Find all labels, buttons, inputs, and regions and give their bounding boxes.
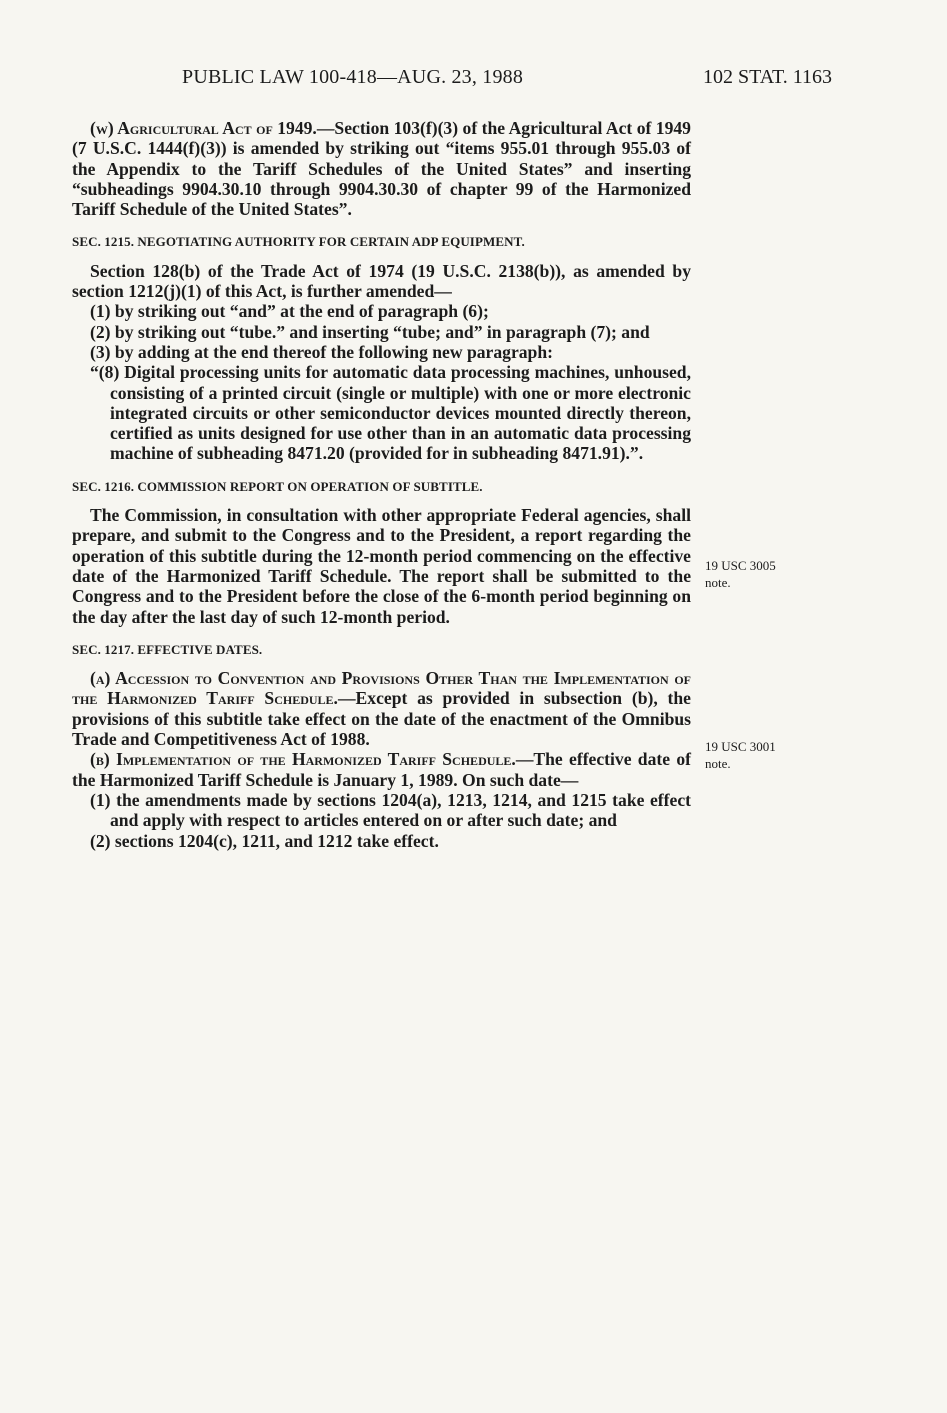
running-title: PUBLIC LAW 100-418—AUG. 23, 1988 — [182, 66, 524, 88]
sec-1217-subsection-b — [72, 749, 691, 790]
margin-note-1217-note: note. — [705, 756, 731, 771]
margin-note-1217-cite: 19 USC 3001 — [705, 739, 776, 754]
sec-1215-heading: SEC. 1215. NEGOTIATING AUTHORITY FOR CERTAIN ADP EQUIPMENT. — [72, 234, 525, 250]
sec-1215-item-3: (3) by adding at the end thereof the following new paragraph: — [90, 341, 553, 362]
sec-1215-item-1: (1) by striking out “and” at the end of paragraph (6); — [90, 301, 489, 322]
sec-1217-subsection-a — [72, 668, 691, 749]
margin-note-1217 — [705, 738, 825, 772]
sec-1216-heading: SEC. 1216. COMMISSION REPORT ON OPERATION OF SUBTITLE. — [72, 478, 483, 494]
sec-1217-a-text: —Except as provided in subsection (b), the provisions of this subtitle take effect on the date of the enactment of the Omnibus Trade and Competitiveness Act of 1988. — [72, 688, 691, 750]
paragraph-w-lead: (w) Agricultural Act of 1949. — [90, 118, 317, 138]
paragraph-w — [72, 118, 691, 219]
margin-note-1216 — [705, 557, 825, 591]
margin-note-1216-note: note. — [705, 575, 731, 590]
margin-note-1216-cite: 19 USC 3005 — [705, 558, 776, 573]
paragraph-w-text: —Section 103(f)(3) of the Agricultural Act of 1949 (7 U.S.C. 1444(f)(3)) is amended by striking out “items 955.01 through 955.03 of the Appendix to the Tariff Schedules of the United States” and inserting “subheadings 9904.30.10 through 9904.30.30 of chapter 99 of the Harmonized Tariff Schedule of the United States”. — [72, 118, 691, 220]
stat-page-number: 102 STAT. 1163 — [703, 66, 832, 88]
page-header — [72, 66, 832, 96]
sec-1217-a-lead: (a) Accession to Convention and Provisions Other Than the Implementation of the Harmonized Tariff Schedule. — [72, 668, 691, 709]
sec-1217-heading: SEC. 1217. EFFECTIVE DATES. — [72, 641, 263, 657]
sec-1215-quoted-paragraph: “(8) Digital processing units for automatic data processing machines, unhoused, consisting of a printed circuit (single or multiple) with one or more electronic integrated circuits or other semiconductor devices mounted directly thereon, certified as units designed for use other than in an automatic data processing machine of subheading 8471.20 (provided for in subheading 8471.91).”. — [90, 362, 691, 464]
sec-1217-b-text: —The effective date of the Harmonized Tariff Schedule is January 1, 1989. On such date— — [72, 749, 691, 790]
sec-1216-text: The Commission, in consultation with other appropriate Federal agencies, shall prepare, and submit to the Congress and to the President, a report regarding the operation of this subtitle during the 12-month period commencing on the effective date of the Harmonized Tariff Schedule. The report shall be submitted to the Congress and to the President before the close of the 6-month period beginning on the day after the last day of such 12-month period. — [72, 505, 691, 627]
sec-1215-intro: Section 128(b) of the Trade Act of 1974 (19 U.S.C. 2138(b)), as amended by section 1212(j)(1) of this Act, is further amended— — [72, 260, 691, 302]
sec-1217-b-lead: (b) Implementation of the Harmonized Tariff Schedule. — [90, 749, 516, 770]
document-body — [72, 118, 691, 851]
sec-1215-item-2: (2) by striking out “tube.” and inserting “tube; and” in paragraph (7); and — [90, 321, 650, 342]
sec-1217-item-2: (2) sections 1204(c), 1211, and 1212 take effect. — [90, 830, 439, 851]
sec-1217-item-1: (1) the amendments made by sections 1204(a), 1213, 1214, and 1215 take effect and apply with respect to articles entered on or after such date; and — [90, 789, 691, 831]
